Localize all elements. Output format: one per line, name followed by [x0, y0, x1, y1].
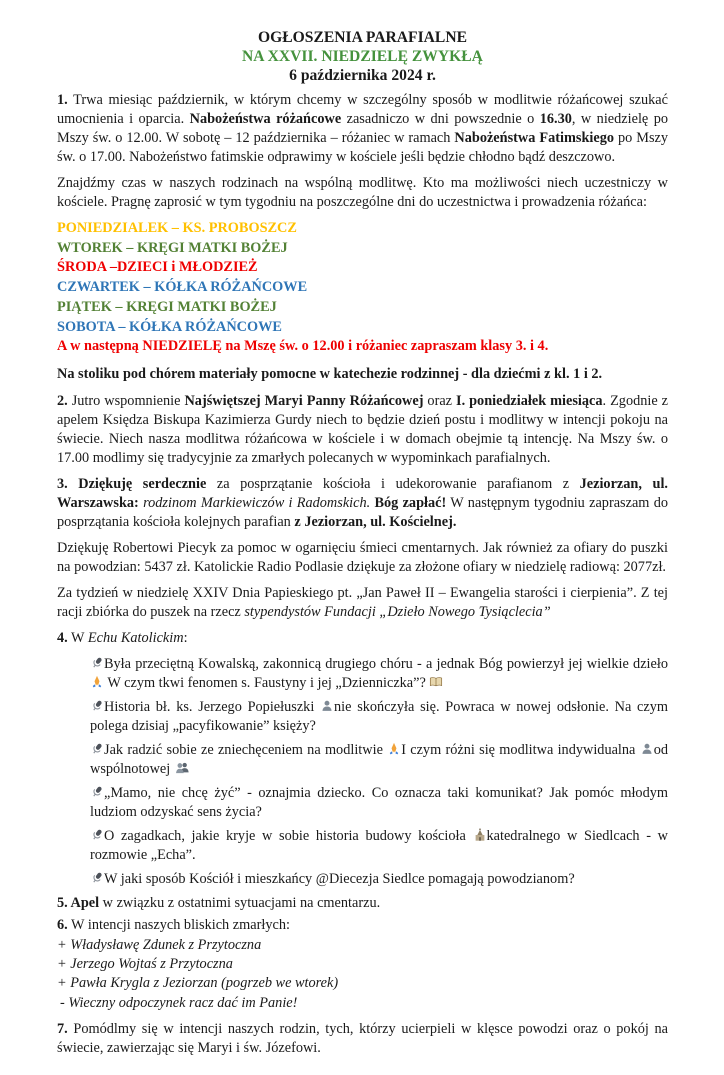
schedule-thursday: CZWARTEK – KÓŁKA RÓŻAŃCOWE — [57, 279, 308, 296]
deceased-list — [57, 936, 668, 1013]
paragraph-number: 7. — [57, 1020, 68, 1037]
paragraph-number: 4. — [57, 630, 68, 647]
body-text: po Mszy św. o 17.00. Nabożeństwo fatimskie odprawimy w kościele jeśli będzie chłodno bądź deszczowo. — [57, 130, 669, 166]
person-bust-icon — [320, 699, 334, 713]
echo-item — [57, 870, 668, 889]
body-text: . Zgodnie z apelem Księdza Biskupa Kazimierza Gurdy niech to będzie dzień postu i modlitwy w intencji pokoju na świecie. Niech nasza modlitwa różańcowa w kościele i w domach obejmie tą intencję. Na Mszy św. o 17.00 modlimy się tradycyjnie za zmarłych polecanych w wypominkach parafialnych. — [57, 393, 669, 467]
echo-text: Historia bł. ks. Jerzego Popiełuszki — [104, 699, 321, 716]
cathedral-icon — [473, 828, 487, 842]
body-text: oraz — [423, 393, 456, 410]
open-book-icon — [429, 675, 443, 689]
paragraph-number: 1. — [57, 92, 68, 109]
echo-item — [57, 827, 668, 865]
echo-text: Była przeciętną Kowalską, zakonnicą drugiego chóru - a jednak Bóg powierzył jej wielkie dzieło — [104, 656, 668, 673]
body-text-bold: I. poniedziałek miesiąca — [456, 393, 603, 410]
paragraph-6-intentions — [57, 916, 668, 935]
praying-hands-icon — [387, 742, 401, 756]
microphone-icon — [90, 871, 104, 885]
rosary-week-schedule — [57, 219, 668, 357]
schedule-friday: PIĄTEK – KRĘGI MATKI BOŻEJ — [57, 298, 277, 315]
body-text: W intencji naszych bliskich zmarłych: — [67, 917, 290, 934]
echo-text: „Mamo, nie chcę żyć” - oznajmia dziecko. Co oznacza taki komunikat? Jak pomóc młodym ludziom odzyskać sens życia? — [90, 785, 668, 821]
paragraph-thanks-donations: Dziękuję Robertowi Piecyk za pomoc w ogarnięciu śmieci cmentarnych. Jak również za ofiary do puszki na powodzian: 5437 zł. Katolickie Radio Podlasie dziękuje za złożone ofiary w niedzielę radiową: 2077zł. — [57, 540, 668, 576]
paragraph-2 — [57, 392, 668, 468]
schedule-saturday: SOBOTA – KÓŁKA RÓŻAŃCOWE — [57, 318, 282, 335]
echo-katolickie-list — [57, 655, 668, 889]
body-text-bold: Bóg zapłać! — [374, 495, 447, 512]
paragraph-1 — [57, 91, 668, 167]
body-text: w związku z ostatnimi sytuacjami na cmentarzu. — [99, 895, 381, 912]
body-text: Za tydzień w niedzielę XXIV Dnia Papieskiego pt. „Jan Paweł II – Ewangelia starości i cierpienia”. Z tej racji zbiórka do puszek na rzecz — [57, 585, 668, 621]
deceased-item: + Władysławę Zdunek z Przytoczna — [57, 937, 262, 954]
microphone-icon — [90, 699, 104, 713]
paragraph-number: 2. — [57, 393, 68, 410]
body-text-bold: 5. Apel — [57, 895, 100, 912]
microphone-icon — [90, 785, 104, 799]
body-text: zasadniczo w dni powszednie o — [341, 111, 540, 128]
echo-item — [57, 784, 668, 822]
microphone-icon — [90, 828, 104, 842]
body-text-bold: Jeziorzan, ul. Warszawska: — [57, 476, 668, 512]
echo-item — [57, 741, 668, 779]
body-text-bold: 3. Dziękuję serdecznie — [57, 476, 207, 493]
echo-text: W jaki sposób Kościół i mieszkańcy @Diecezja Siedlce pomagają powodzianom? — [104, 871, 575, 888]
paragraph-7-prayer — [57, 1020, 668, 1058]
body-text: W — [67, 630, 88, 647]
paragraph-number: 6. — [57, 917, 68, 934]
body-text: Pomódlmy się w intencji naszych rodzin, tych, którzy ucierpieli w klęsce powodzi oraz o pokój na świecie, zawierzając się Maryi i św. Józefowi. — [57, 1020, 668, 1056]
echo-text: W czym tkwi fenomen s. Faustyny i jej „Dzienniczka”? — [104, 675, 430, 692]
body-text: Trwa miesiąc październik, w którym chcemy w szczególny sposób w modlitwie różańcowej szukać umocnienia i oparcia. — [57, 92, 668, 128]
paragraph-4-echo-heading — [57, 629, 668, 648]
body-text-bold: z Jeziorzan, ul. Kościelnej. — [294, 514, 457, 531]
schedule-monday: PONIEDZIALEK – KS. PROBOSZCZ — [57, 220, 297, 237]
praying-hands-icon — [90, 675, 104, 689]
echo-text: Jak radzić sobie ze zniechęceniem na modlitwie — [104, 742, 388, 759]
page-title: OGŁOSZENIA PARAFIALNE — [258, 29, 467, 46]
body-text: W następnym tygodniu zapraszam do posprzątania kościoła kolejnych parafian — [57, 495, 668, 531]
echo-text: I czym różni się modlitwa indywidualna — [401, 742, 640, 759]
paragraph-5-apel — [57, 894, 668, 913]
echo-text: katedralnego w Siedlcach - w rozmowie „Echa”. — [90, 828, 668, 864]
echo-text: O zagadkach, jakie kryje w sobie historia budowy kościoła — [104, 828, 473, 845]
body-text-bold: Nabożeństwa różańcowe — [189, 111, 342, 128]
body-text-italic: stypendystów Fundacji „Dzieło Nowego Tysiąclecia” — [244, 604, 551, 621]
paragraph-3 — [57, 475, 668, 532]
body-text-bold: Najświętszej Maryi Panny Różańcowej — [184, 393, 424, 410]
echo-text: nie skończyła się. Powraca w nowej odsłonie. Na czym polega dzisiaj „pacyfikowanie” księży? — [90, 699, 668, 735]
echo-text: od wspólnotowej — [90, 742, 668, 778]
paragraph-rosary-invite: Znajdźmy czas w naszych rodzinach na wspólną modlitwę. Kto ma możliwości niech uczestniczy w kościele. Pragnę zaprosić w tym tygodniu na poszczególne dni do uczestnictwa i prowadzenia różańca: — [57, 175, 668, 211]
two-person-busts-icon — [174, 761, 191, 775]
page-date: 6 października 2024 r. — [289, 67, 436, 85]
body-text: , w niedzielę po Mszy św. o 12.00. W sobotę – 12 października – różaniec w ramach — [57, 111, 668, 147]
body-text: za posprzątanie kościoła i udekorowanie parafianom z — [206, 476, 580, 493]
catechesis-materials-note: Na stoliku pod chórem materiały pomocne w katechezie rodzinnej - dla dziećmi z kl. 1 i 2. — [57, 366, 603, 383]
schedule-wednesday: ŚRODA –DZIECI i MŁODZIEŻ — [57, 259, 258, 276]
paragraph-papal-day — [57, 584, 668, 622]
body-text-italic: rodzinom Markiewiczów i Radomskich. — [138, 495, 375, 512]
echo-item — [57, 698, 668, 736]
memorial-prayer: - Wieczny odpoczynek racz dać im Panie! — [60, 994, 298, 1011]
deceased-item: + Pawła Krygla z Jeziorzan (pogrzeb we wtorek) — [57, 975, 339, 992]
body-text: : — [183, 630, 188, 647]
microphone-icon — [90, 656, 104, 670]
body-text: Jutro wspomnienie — [67, 393, 185, 410]
deceased-item: + Jerzego Wojtaś z Przytoczna — [57, 956, 233, 973]
body-text-bold: 16.30 — [539, 111, 572, 128]
microphone-icon — [90, 742, 104, 756]
body-text-bold: Nabożeństwa Fatimskiego — [454, 130, 615, 147]
schedule-tuesday: WTOREK – KRĘGI MATKI BOŻEJ — [57, 239, 288, 256]
body-text-italic: Echu Katolickim — [87, 630, 184, 647]
page-subtitle: NA XXVII. NIEDZIELĘ ZWYKŁĄ — [242, 48, 483, 66]
person-bust-icon — [640, 742, 654, 756]
schedule-sunday: A w następną NIEDZIELĘ na Mszę św. o 12.00 i różaniec zapraszam klasy 3. i 4. — [57, 338, 549, 355]
echo-item — [57, 655, 668, 693]
